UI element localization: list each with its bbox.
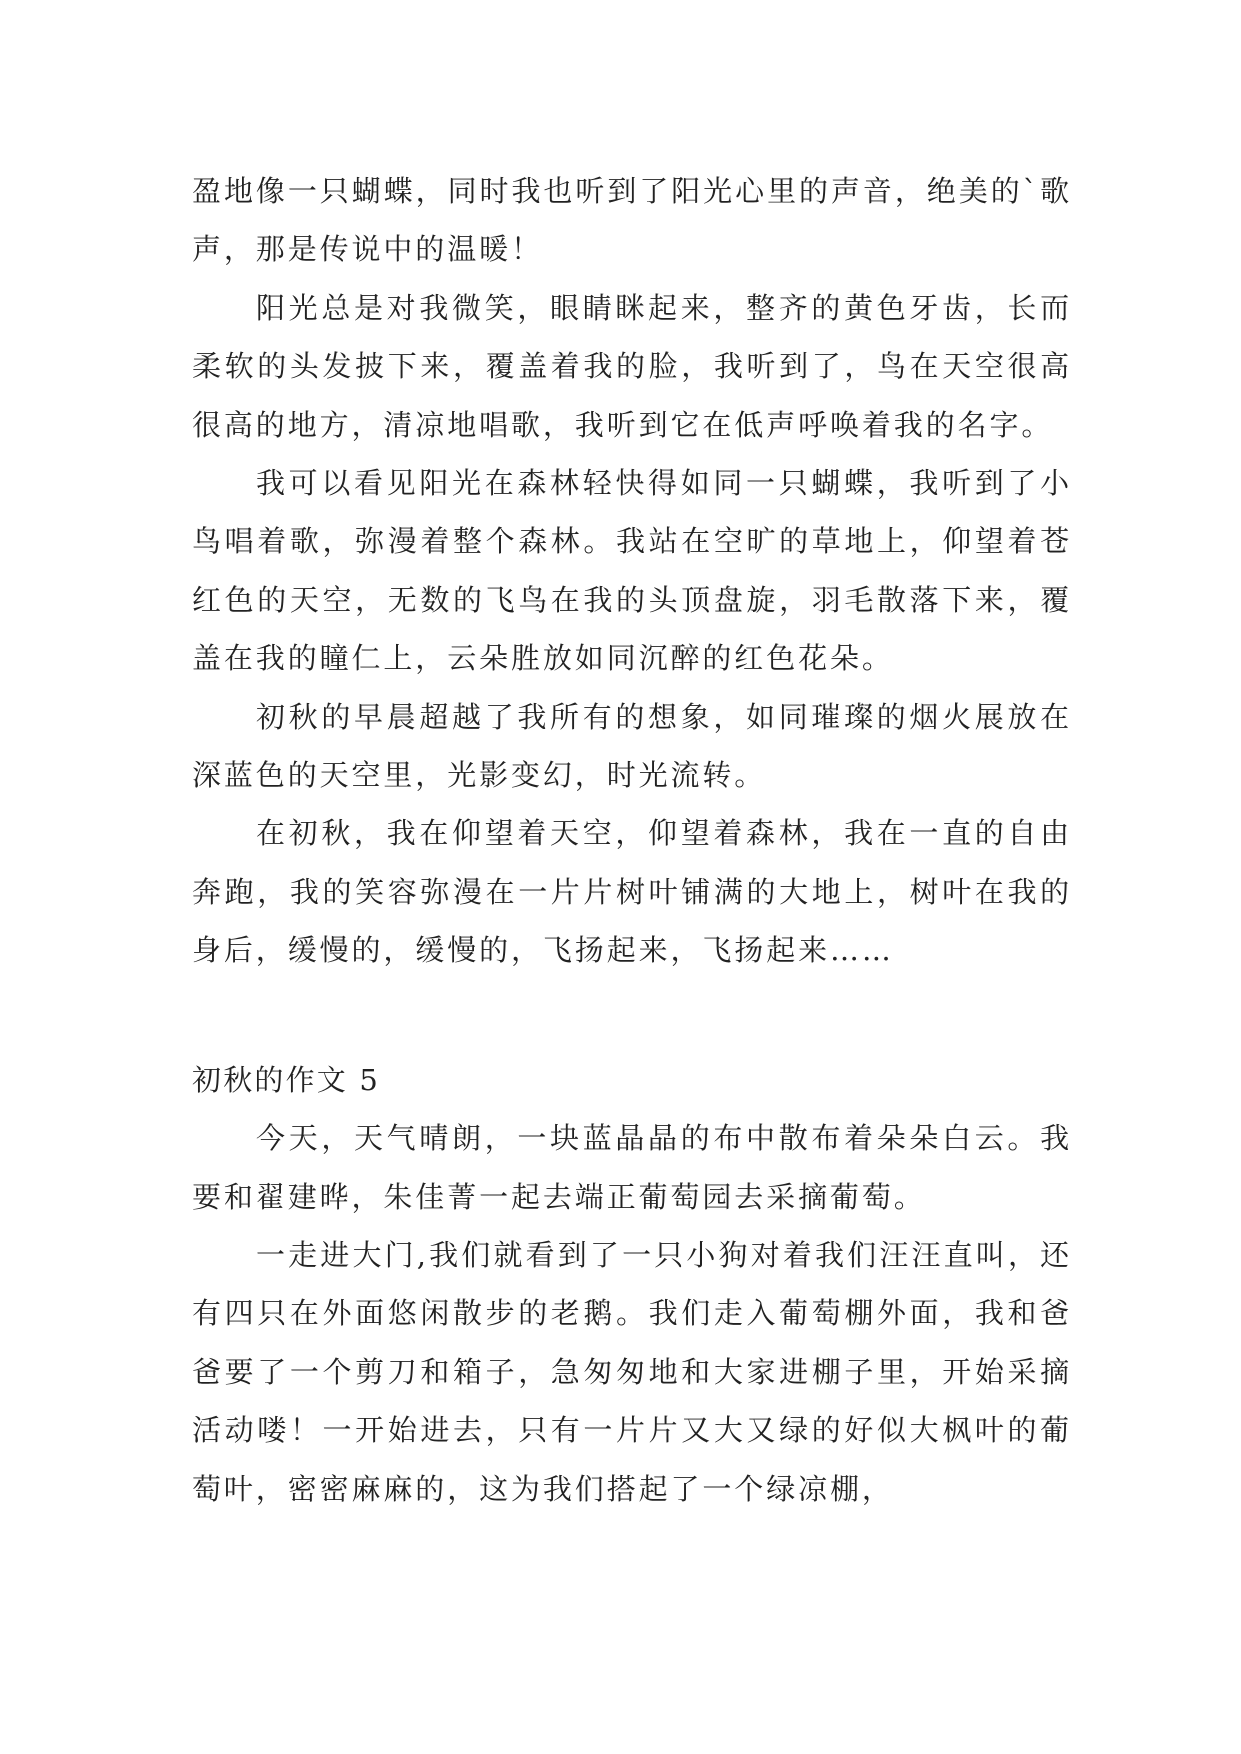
paragraph-sunshine-smile: 阳光总是对我微笑，眼睛眯起来，整齐的黄色牙齿，长而柔软的头发披下来，覆盖着我的脸，我听到了，鸟在天空很高很高的地方，清凉地唱歌，我听到它在低声呼唤着我的名字。 (192, 290, 1072, 442)
paragraph-vineyard-entry: 一走进大门,我们就看到了一只小狗对着我们汪汪直叫，还有四只在外面悠闲散步的老鹅。我们走入葡萄棚外面，我和爸爸要了一个剪刀和箱子，急匆匆地和大家进棚子里，开始采摘活动喽！一开始进去，只有一片片又大又绿的好似大枫叶的葡萄叶，密密麻麻的，这为我们搭起了一个绿凉棚， (192, 1237, 1072, 1506)
paragraph-continued: 盈地像一只蝴蝶，同时我也听到了阳光心里的声音，绝美的`歌声，那是传说中的温暖！ (192, 174, 1072, 267)
section-heading: 初秋的作文 5 (192, 1062, 381, 1097)
paragraph-weather-grapes: 今天，天气晴朗，一块蓝晶晶的布中散布着朵朵白云。我要和翟建晔，朱佳菁一起去端正葡萄园去采摘葡萄。 (192, 1121, 1072, 1214)
paragraph-running-leaves: 在初秋，我在仰望着天空，仰望着森林，我在一直的自由奔跑，我的笑容弥漫在一片片树叶铺满的大地上，树叶在我的身后，缓慢的，缓慢的，飞扬起来，飞扬起来…… (192, 816, 1072, 968)
document-body (192, 162, 1072, 1518)
paragraph-early-autumn-morning: 初秋的早晨超越了我所有的想象，如同璀璨的烟火展放在深蓝色的天空里，光影变幻，时光流转。 (192, 699, 1072, 793)
paragraph-forest-sky: 我可以看见阳光在森林轻快得如同一只蝴蝶，我听到了小鸟唱着歌，弥漫着整个森林。我站在空旷的草地上，仰望着苍红色的天空，无数的飞鸟在我的头顶盘旋，羽毛散落下来，覆盖在我的瞳仁上，云朵胜放如同沉醉的红色花朵。 (192, 466, 1072, 676)
